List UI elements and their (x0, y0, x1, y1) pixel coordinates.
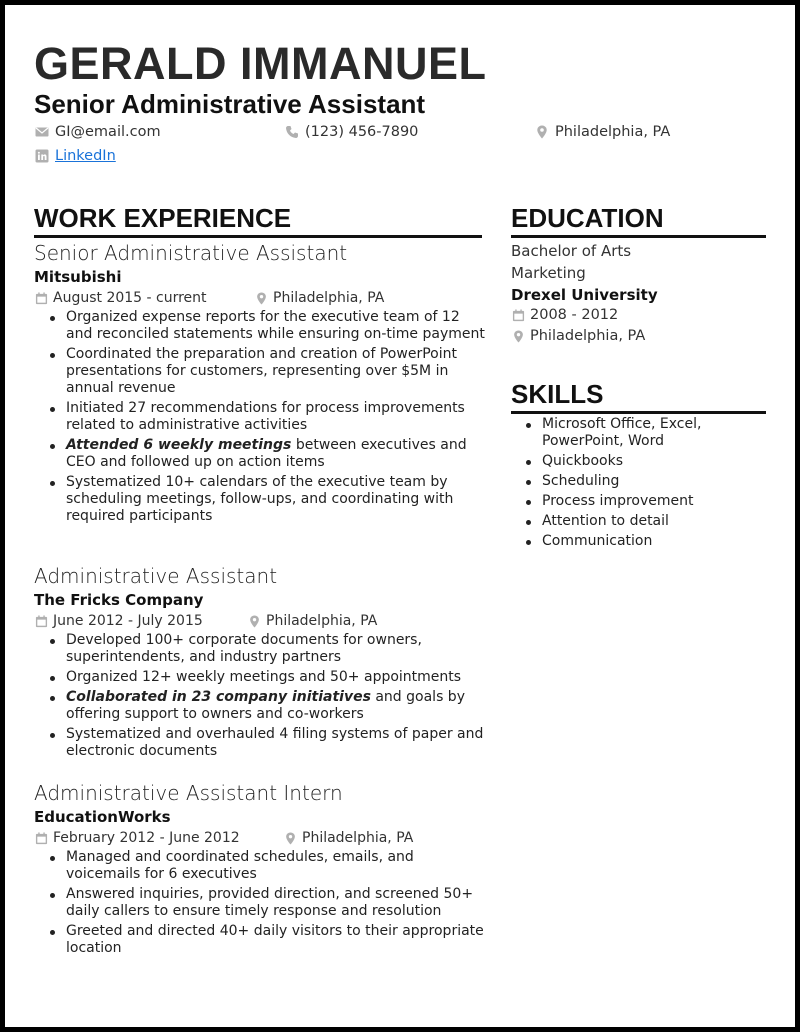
job-location (255, 290, 384, 306)
list-item: Communication (511, 533, 711, 550)
job-location-text: Philadelphia, PA (302, 830, 414, 846)
resume-page (5, 5, 795, 1027)
job-dates-text: August 2015 - current (53, 290, 207, 306)
list-item (35, 474, 485, 525)
education-heading: EDUCATION (511, 205, 766, 238)
bullet-text: Answered inquiries, provided direction, and screened 50+ daily callers to ensure timely response and resolution (66, 886, 474, 919)
job-title: Administrative Assistant Intern (34, 781, 343, 805)
job-location-text: Philadelphia, PA (273, 290, 385, 306)
job-dates-text: February 2012 - June 2012 (53, 830, 240, 846)
list-item: Quickbooks (511, 453, 711, 470)
bullet-text: Initiated 27 recommendations for process improvements related to administrative activities (66, 400, 465, 433)
education-location (512, 328, 645, 344)
work-experience-heading: WORK EXPERIENCE (34, 205, 482, 238)
job-location-text: Philadelphia, PA (266, 613, 378, 629)
education-school: Drexel University (511, 286, 658, 304)
job-company: The Fricks Company (34, 591, 204, 609)
location-pin-icon (255, 292, 268, 305)
skills-list (511, 416, 711, 553)
list-item (35, 689, 485, 723)
list-item (35, 346, 485, 397)
list-item (35, 309, 485, 343)
location-pin-icon (512, 330, 525, 343)
job-dates-text: June 2012 - July 2015 (53, 613, 203, 629)
contact-linkedin (35, 148, 116, 164)
list-item: Attention to detail (511, 513, 711, 530)
bullet-emphasis: Attended 6 weekly meetings (66, 437, 292, 453)
bullet-text: Managed and coordinated schedules, emails, and voicemails for 6 executives (66, 849, 414, 882)
bullet-text: Organized 12+ weekly meetings and 50+ appointments (66, 669, 462, 685)
contact-phone (285, 124, 418, 140)
phone-text: (123) 456-7890 (305, 124, 419, 140)
linkedin-icon (35, 149, 49, 163)
contact-email (35, 124, 161, 140)
bullet-text: Developed 100+ corporate documents for owners, superintendents, and industry partners (66, 632, 422, 665)
job-title: Senior Administrative Assistant (34, 241, 348, 265)
education-location-text: Philadelphia, PA (530, 328, 646, 344)
job-dates (35, 830, 240, 846)
list-item: Process improvement (511, 493, 711, 510)
phone-icon (285, 125, 299, 139)
bullet-text: Organized expense reports for the executive team of 12 and reconciled statements while ensuring on-time payment (66, 309, 485, 342)
job-company: Mitsubishi (34, 268, 122, 286)
location-text: Philadelphia, PA (555, 124, 671, 140)
job-location (284, 830, 413, 846)
contact-location (535, 124, 670, 140)
education-dates (512, 307, 618, 323)
calendar-icon (512, 309, 525, 322)
linkedin-link[interactable]: LinkedIn (55, 148, 116, 164)
list-item: Scheduling (511, 473, 711, 490)
bullet-emphasis: Collaborated in 23 company initiatives (66, 689, 371, 705)
candidate-name: GERALD IMMANUEL (34, 38, 487, 89)
job-location (248, 613, 377, 629)
education-dates-text: 2008 - 2012 (530, 307, 619, 323)
job-company: EducationWorks (34, 808, 171, 826)
calendar-icon (35, 615, 48, 628)
list-item (35, 726, 485, 760)
list-item (35, 632, 485, 666)
list-item (35, 437, 485, 471)
job-dates (35, 290, 207, 306)
job-dates (35, 613, 203, 629)
education-degree: Bachelor of Arts (511, 242, 632, 260)
job-bullets (35, 309, 485, 528)
education-major: Marketing (511, 264, 586, 282)
bullet-text: Coordinated the preparation and creation of PowerPoint presentations for customers, representing over $5M in annual revenue (66, 346, 457, 396)
email-text: GI@email.com (55, 124, 161, 140)
envelope-icon (35, 125, 49, 139)
bullet-text: Systematized 10+ calendars of the executive team by scheduling meetings, follow-ups, and coordinating with required participants (66, 474, 454, 524)
job-title: Administrative Assistant (34, 564, 278, 588)
job-bullets (35, 849, 485, 960)
bullet-text: Greeted and directed 40+ daily visitors to their appropriate location (66, 923, 484, 956)
bullet-text: between executives and CEO and followed up on action items (66, 437, 467, 470)
list-item (35, 400, 485, 434)
bullet-text: Systematized and overhauled 4 filing systems of paper and electronic documents (66, 726, 484, 759)
list-item (35, 923, 485, 957)
job-bullets (35, 632, 485, 763)
location-pin-icon (535, 125, 549, 139)
candidate-title: Senior Administrative Assistant (34, 89, 426, 119)
list-item (35, 849, 485, 883)
skills-heading: SKILLS (511, 381, 766, 414)
location-pin-icon (248, 615, 261, 628)
list-item: Microsoft Office, Excel, PowerPoint, Word (511, 416, 711, 450)
location-pin-icon (284, 832, 297, 845)
calendar-icon (35, 832, 48, 845)
calendar-icon (35, 292, 48, 305)
bullet-text: and goals by offering support to owners and co-workers (66, 689, 465, 722)
list-item (35, 886, 485, 920)
list-item (35, 669, 485, 686)
